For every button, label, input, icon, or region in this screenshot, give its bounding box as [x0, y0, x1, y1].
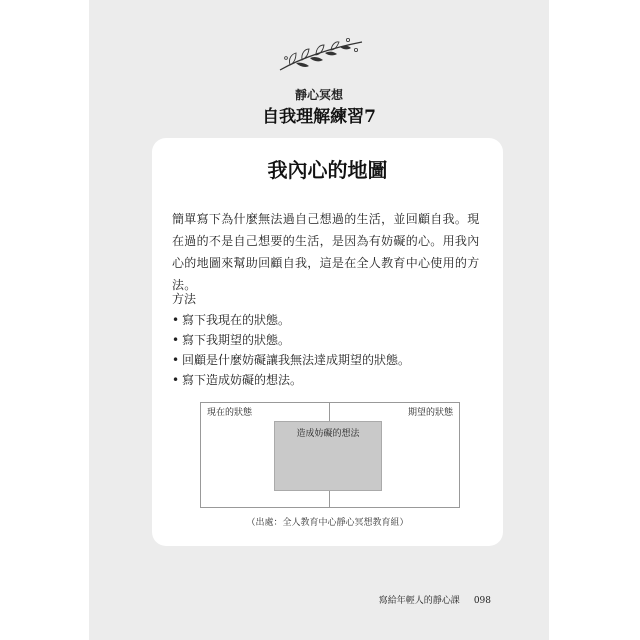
book-page — [89, 0, 549, 640]
bullet-icon: • — [172, 313, 180, 327]
section-label: 靜心冥想 — [294, 88, 343, 102]
list-item: • 寫下造成妨礙的想法。 — [172, 370, 410, 390]
page-footer — [379, 593, 491, 606]
list-item: • 寫下我現在的狀態。 — [172, 310, 410, 330]
intro-paragraph: 簡單寫下為什麼無法過自己想過的生活，並回顧自我。現在過的不是自己想要的生活，是因為有妨礙的心。用我內心的地圖來幫助回顧自我，這是在全人教育中心使用的方法。 — [172, 212, 480, 292]
exercise-title: 自我理解練習7 — [262, 107, 376, 127]
laurel-branch-icon — [276, 36, 366, 76]
method-steps — [172, 310, 410, 390]
list-item: • 回顧是什麼妨礙讓我無法達成期望的狀態。 — [172, 350, 410, 370]
obstacle-thought-box — [274, 421, 382, 491]
content-card — [152, 138, 503, 546]
book-title: 寫給年輕人的靜心課 — [378, 596, 460, 606]
current-state-label: 現在的狀態 — [207, 408, 253, 418]
card-title: 我內心的地圖 — [267, 158, 388, 182]
page-number: 098 — [473, 596, 491, 606]
mind-map-diagram — [200, 402, 460, 508]
desired-state-label: 期望的狀態 — [407, 408, 453, 418]
list-item: • 寫下我期望的狀態。 — [172, 330, 410, 350]
source-note: （出處：全人教育中心靜心冥想教育組） — [246, 518, 409, 528]
obstacle-thought-label: 造成妨礙的想法 — [296, 429, 360, 439]
bullet-icon: • — [172, 373, 180, 387]
bullet-icon: • — [172, 353, 180, 367]
bullet-icon: • — [172, 333, 180, 347]
method-heading: 方法 — [172, 292, 197, 306]
